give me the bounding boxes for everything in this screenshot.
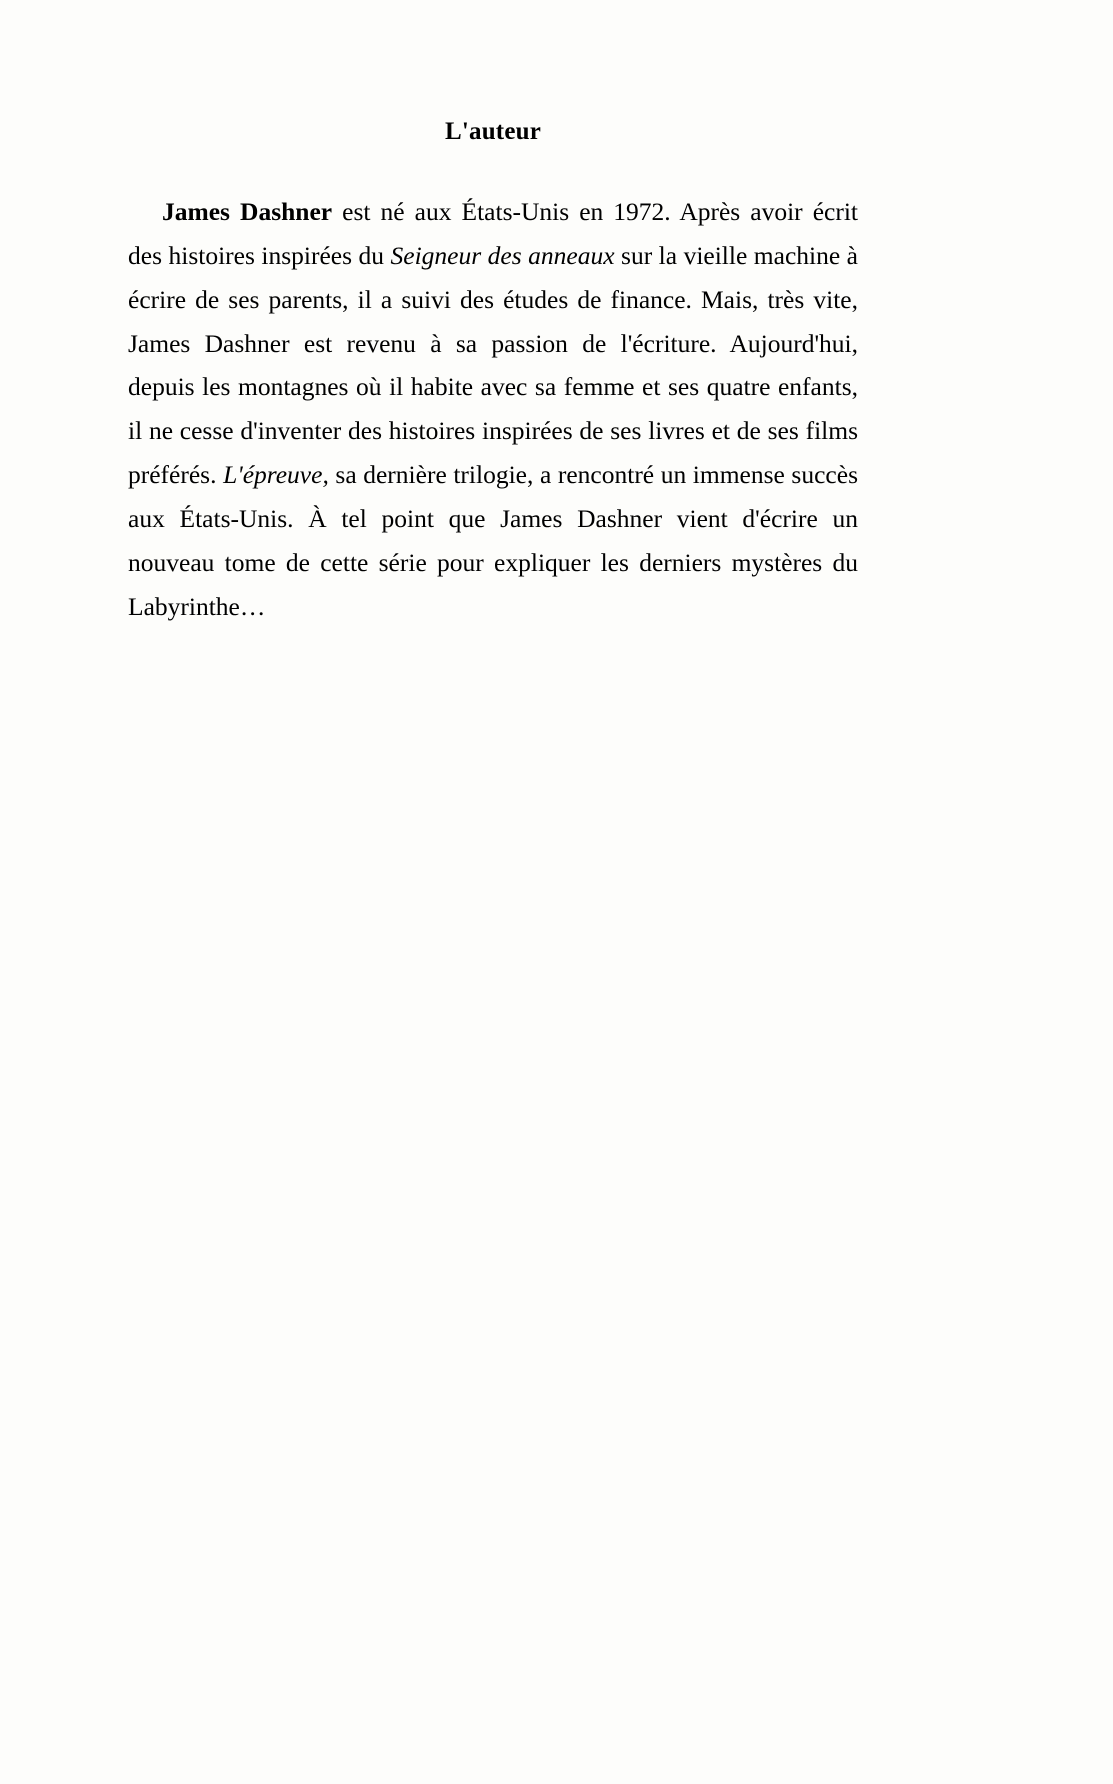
page-content [128, 118, 858, 629]
work-title: L'épreuve, [223, 460, 329, 490]
bio-text: est né aux États-Unis en 1972. Après avoir écrit des histoires inspirées du [128, 197, 858, 270]
bio-text: sur la vieille machine à écrire de ses parents, il a suivi des études de finance. Mais, très vite, James Dashner est revenu à sa passion de l'écriture. Aujourd'hui, depuis les montagnes où il habite avec sa femme et ses quatre enfants, il ne cesse d'inventer des histoires inspirées de ses livres et de ses films préférés. [128, 240, 858, 490]
work-title: Seigneur des anneaux [390, 240, 615, 270]
author-name: James Dashner [162, 197, 333, 226]
author-biography-paragraph [128, 190, 858, 629]
page-title: L'auteur [444, 118, 542, 145]
bio-text: sa dernière trilogie, a rencontré un immense succès aux États-Unis. À tel point que James Dashner vient d'écrire un nouveau tome de cette série pour expliquer les derniers mystères du Labyrinthe… [128, 460, 858, 621]
